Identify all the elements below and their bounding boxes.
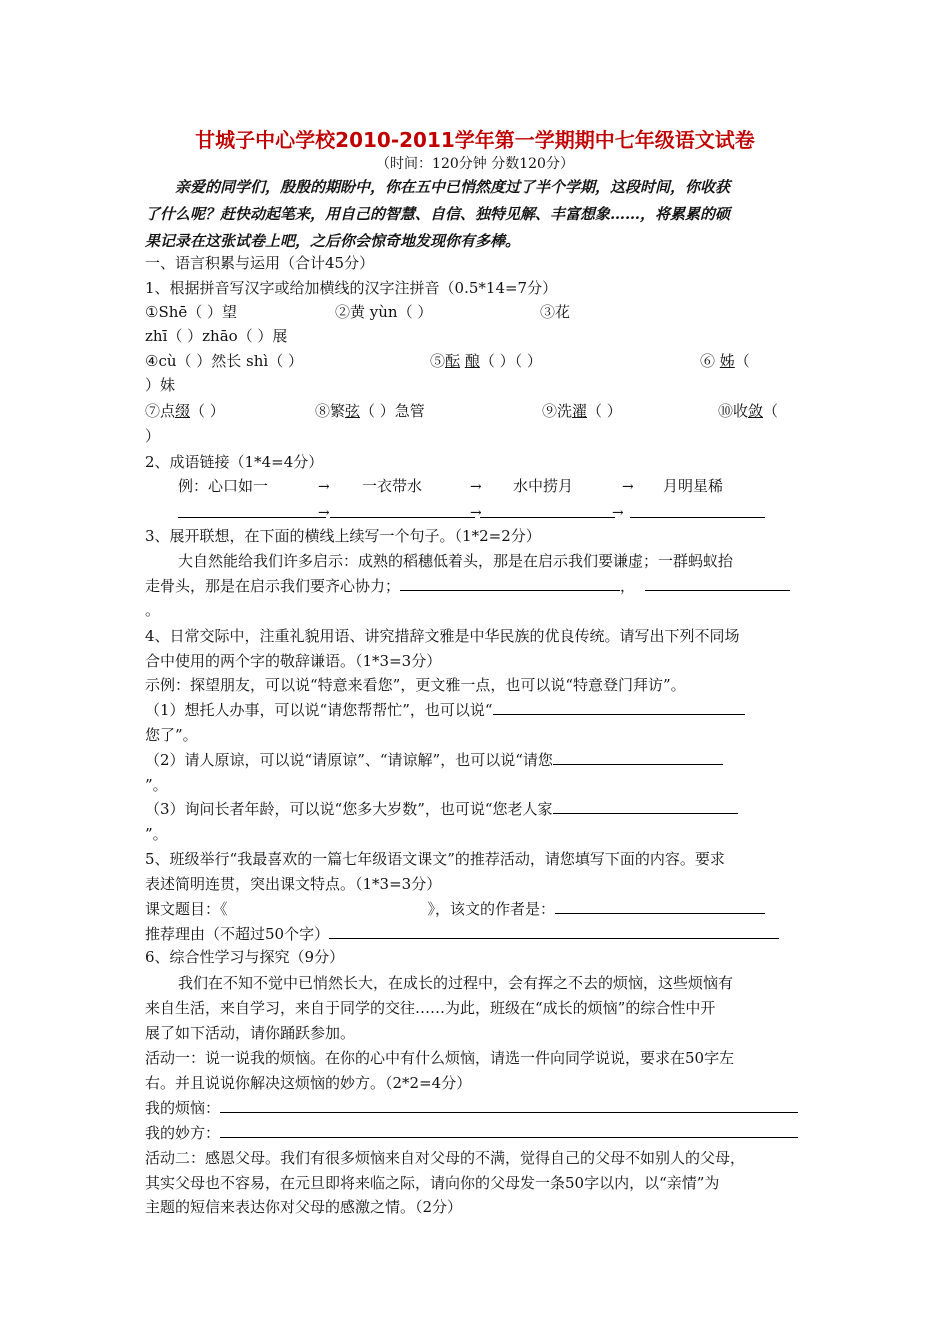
q4-item-1-text: （1）想托人办事，可以说“请您帮帮忙”，也可以说“ [145, 701, 493, 719]
exam-subtitle: （时间：120分钟 分数120分） [376, 156, 574, 172]
q1-item-5-word-1: 酝 [445, 352, 461, 370]
q1-item-7-post: （ ） [190, 402, 225, 420]
q3-passage-line-2 [145, 576, 790, 596]
q6-trouble-row [145, 1098, 798, 1118]
q2-idiom-2: 水中捞月 [513, 477, 574, 495]
intro-paragraph [145, 174, 810, 255]
q5-reason-row [145, 924, 779, 944]
q6-activity-2-line-3: 主题的短信来表达你对父母的感激之情。（2分） [145, 1198, 463, 1216]
q1-item-7 [145, 401, 225, 421]
q4-item-1 [145, 700, 745, 720]
q3-blank-2[interactable] [645, 576, 790, 591]
q2-idiom-1: 一衣带水 [362, 477, 423, 495]
q4-item-2 [145, 750, 723, 770]
q2-arrow-2: → [470, 479, 482, 495]
q3-heading: 3、展开联想，在下面的横线上续写一个句子。（1*2=2分） [145, 527, 541, 545]
q3-passage-line-1: 大自然能给我们许多启示：成熟的稻穗低着头，那是在启示我们要谦虚；一群蚂蚁抬 [178, 552, 734, 570]
q2-arrow-4: → [318, 505, 330, 521]
q4-item-3-blank[interactable] [553, 799, 738, 814]
q6-trouble-label: 我的烦恼： [145, 1099, 221, 1117]
q1-item-6-pre: ⑥ [700, 352, 720, 370]
q1-item-10-word: 敛 [748, 402, 764, 420]
q6-remedy-blank[interactable] [220, 1123, 798, 1138]
q5-heading-2: 表述简明连贯，突出课文特点。（1*3=3分） [145, 875, 442, 893]
q1-item-8-word: 弦 [345, 402, 361, 420]
q5-title-label: 课文题目：《 [145, 900, 228, 918]
q1-item-6-post: （ [734, 352, 750, 370]
q1-heading: 1、根据拼音写汉字或给加横线的汉字注拼音（0.5*14=7分） [145, 279, 558, 297]
q6-activity-2-line-1: 活动二：感恩父母。我们有很多烦恼来自对父母的不满，觉得自己的父母不如别人的父母， [145, 1149, 746, 1167]
q1-item-1: ①Shē（ ）望 [145, 303, 238, 321]
q4-item-1-blank[interactable] [493, 700, 745, 715]
q1-item-10-post: （ [763, 402, 779, 420]
q4-heading-2: 合中使用的两个字的敬辞谦语。（1*3=3分） [145, 652, 442, 670]
q4-item-1-cont: 您了”。 [145, 726, 198, 744]
intro-line-3: 果记录在这张试卷上吧，之后你会惊奇地发现你有多棒。 [145, 232, 521, 250]
q1-item-6-cont: ）妹 [145, 376, 176, 394]
q1-item-9-pre: ⑨洗 [542, 402, 573, 420]
q6-remedy-label: 我的妙方： [145, 1124, 221, 1142]
q4-example: 示例：探望朋友，可以说“特意来看您”，更文雅一点，也可以说“特意登门拜访”。 [145, 676, 686, 694]
q4-item-3-cont: ”。 [145, 825, 168, 843]
q3-comma: ， [620, 577, 636, 595]
q5-author-blank[interactable] [555, 899, 765, 914]
q3-blank-1[interactable] [400, 576, 620, 591]
q1-item-7-word: 缀 [175, 402, 191, 420]
q4-item-3 [145, 799, 738, 819]
q1-item-4: ④cù（ ）然长 shì（ ） [145, 352, 303, 370]
q6-passage-line-1: 我们在不知不觉中已悄然长大，在成长的过程中，会有挥之不去的烦恼，这些烦恼有 [178, 974, 734, 992]
q1-item-8-post: （ ）急管 [360, 402, 425, 420]
q4-item-3-text: （3）询问长者年龄，可以说“您多大岁数”，也可说“您老人家 [145, 800, 553, 818]
q1-item-10-pre: ⑩收 [718, 402, 749, 420]
q6-activity-2-line-2: 其实父母也不容易，在元旦即将来临之际，请向你的父母发一条50字以内，以“亲情”为 [145, 1174, 720, 1192]
q6-passage-line-3: 展了如下活动，请你踊跃参加。 [145, 1024, 356, 1042]
q4-item-2-blank[interactable] [553, 750, 723, 765]
q6-activity-1-line-1: 活动一：说一说我的烦恼。在你的心中有什么烦恼，请选一件向同学说说，要求在50字左 [145, 1049, 735, 1067]
q2-arrow-6: → [612, 505, 624, 521]
q1-item-2: ②黄 yùn（ ） [335, 303, 433, 321]
q6-heading: 6、综合性学习与探究（9分） [145, 948, 345, 966]
q5-reason-label: 推荐理由（不超过50个字） [145, 925, 330, 943]
q1-item-8 [315, 401, 425, 421]
intro-line-2: 了什么呢？赶快动起笔来，用自己的智慧、自信、独特见解、丰富想象……，将累累的硕 [145, 205, 731, 223]
q4-item-2-cont: ”。 [145, 776, 168, 794]
q1-item-9-post: （ ） [587, 402, 622, 420]
q2-arrow-1: → [318, 479, 330, 495]
q6-remedy-row [145, 1123, 798, 1143]
q5-title-close: 》，该文的作者是： [427, 900, 556, 918]
q6-activity-1-line-2: 右。并且说说你解决这烦恼的妙方。（2*2=4分） [145, 1074, 472, 1092]
q5-reason-blank[interactable] [329, 924, 779, 939]
q1-item-6 [700, 351, 750, 371]
q1-item-7-pre: ⑦点 [145, 402, 176, 420]
section-1-heading: 一、语言积累与运用（合计45分） [145, 254, 375, 272]
q2-arrow-5: → [470, 505, 482, 521]
q2-blank-3[interactable] [480, 517, 615, 518]
q2-blank-1[interactable] [178, 517, 326, 518]
q2-blank-2[interactable] [330, 517, 475, 518]
q1-item-9-word: 濯 [572, 402, 588, 420]
q1-item-9 [542, 401, 622, 421]
q3-passage-text: 走骨头，那是在启示我们要齐心协力； [145, 577, 401, 595]
q1-item-10 [718, 401, 778, 421]
q2-arrow-3: → [622, 479, 634, 495]
q1-item-5-post: （ ）（ ） [479, 352, 542, 370]
q1-item-6-word: 姊 [719, 352, 735, 370]
q1-item-3-cont: zhī（ ）zhāo（ ）展 [145, 327, 288, 345]
q1-item-8-pre: ⑧繁 [315, 402, 346, 420]
q4-item-2-text: （2）请人原谅，可以说“请原谅”、“请谅解”，也可以说“请您 [145, 751, 553, 769]
intro-line-1: 亲爱的同学们，殷殷的期盼中，你在五中已悄然度过了半个学期，这段时间，你收获 [175, 178, 731, 196]
q5-title-row [145, 899, 765, 919]
q2-idiom-3: 月明星稀 [663, 477, 724, 495]
q1-item-3: ③花 [540, 303, 571, 321]
q2-blank-4[interactable] [630, 517, 765, 518]
q2-heading: 2、成语链接（1*4=4分） [145, 453, 324, 471]
q6-trouble-blank[interactable] [220, 1098, 798, 1113]
q1-item-10-cont: ） [145, 427, 161, 445]
q1-item-5-word-2: 酿 [464, 352, 480, 370]
q3-end-mark: 。 [145, 601, 161, 619]
q1-item-5 [430, 351, 542, 371]
q6-passage-line-2: 来自生活，来自学习，来自于同学的交往……为此，班级在“成长的烦恼”的综合性中开 [145, 999, 716, 1017]
q2-example: 例：心口如一 [178, 477, 269, 495]
q4-heading-1: 4、日常交际中，注重礼貌用语、讲究措辞文雅是中华民族的优良传统。请写出下列不同场 [145, 627, 740, 645]
exam-title: 甘城子中心学校2010-2011学年第一学期期中七年级语文试卷 [195, 128, 755, 152]
q1-item-5-pre: ⑤ [430, 352, 446, 370]
q5-heading-1: 5、班级举行“我最喜欢的一篇七年级语文课文”的推荐活动，请您填写下面的内容。要求 [145, 850, 725, 868]
